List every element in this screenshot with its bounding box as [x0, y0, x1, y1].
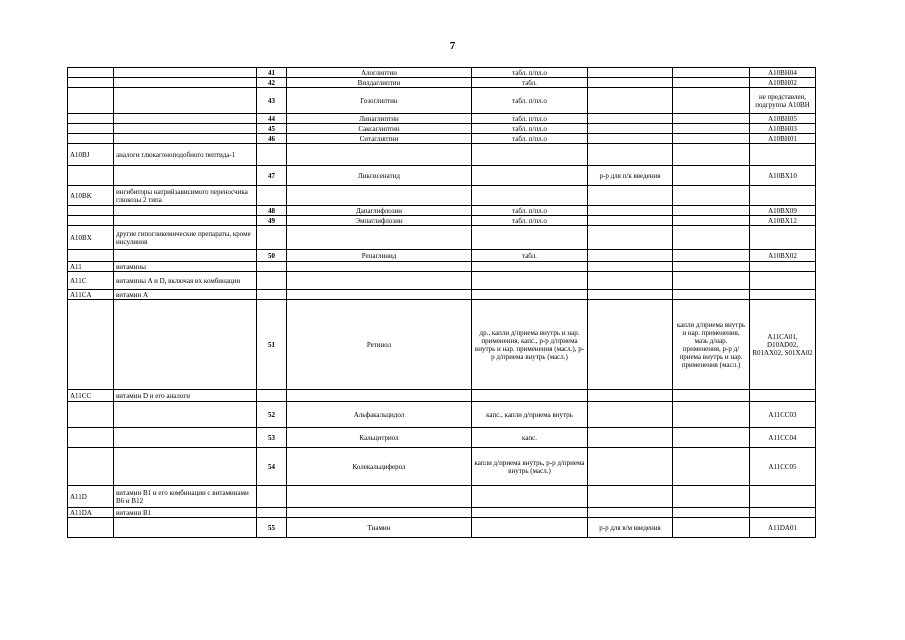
dosage-form-3	[673, 216, 750, 226]
group-name	[114, 78, 257, 88]
drug-name	[287, 262, 472, 272]
dosage-form: табл. п/пл.о	[472, 68, 588, 78]
dosage-form-3	[673, 186, 750, 206]
atc-group-code: A11CC	[68, 390, 114, 402]
group-name	[114, 448, 257, 486]
atc-group-code: A11D	[68, 486, 114, 508]
dosage-form	[472, 272, 588, 290]
dosage-form-2	[588, 300, 673, 390]
group-name	[114, 402, 257, 428]
dosage-form: табл. п/пл.о	[472, 134, 588, 144]
atc-code: A11CC05	[750, 448, 816, 486]
dosage-form-3	[673, 272, 750, 290]
table-row	[68, 206, 816, 216]
dosage-form: табл. п/пл.о	[472, 114, 588, 124]
dosage-form-3	[673, 448, 750, 486]
dosage-form-3	[673, 226, 750, 250]
atc-code: не представлен, подгруппа A10BH	[750, 88, 816, 114]
group-name: витамин B1	[114, 508, 257, 518]
dosage-form-3	[673, 390, 750, 402]
dosage-form-2	[588, 390, 673, 402]
atc-code	[750, 290, 816, 300]
atc-code	[750, 390, 816, 402]
dosage-form	[472, 144, 588, 166]
dosage-form	[472, 226, 588, 250]
table-row	[68, 216, 816, 226]
item-number: 48	[257, 206, 287, 216]
atc-group-code	[68, 402, 114, 428]
atc-group-code	[68, 216, 114, 226]
table-row	[68, 186, 816, 206]
atc-group-code: A11DA	[68, 508, 114, 518]
group-name	[114, 206, 257, 216]
table-row	[68, 448, 816, 486]
atc-group-code	[68, 448, 114, 486]
dosage-form-2	[588, 262, 673, 272]
item-number	[257, 226, 287, 250]
item-number: 52	[257, 402, 287, 428]
dosage-form-3	[673, 68, 750, 78]
atc-code	[750, 186, 816, 206]
atc-group-code: A10BJ	[68, 144, 114, 166]
dosage-form-2	[588, 68, 673, 78]
item-number	[257, 290, 287, 300]
dosage-form	[472, 262, 588, 272]
table-row	[68, 272, 816, 290]
dosage-form-2	[588, 428, 673, 448]
dosage-form	[472, 166, 588, 186]
drug-name: Линаглиптин	[287, 114, 472, 124]
atc-code	[750, 144, 816, 166]
dosage-form: др., капли д/приема внутрь и нар. применения, капс., р-р д/приема внутрь и нар. применения (масл.), р-р д/приема внутрь (масл.)	[472, 300, 588, 390]
item-number: 46	[257, 134, 287, 144]
dosage-form-3	[673, 518, 750, 538]
table-row	[68, 486, 816, 508]
item-number	[257, 186, 287, 206]
dosage-form-3	[673, 166, 750, 186]
atc-code: A10BH02	[750, 78, 816, 88]
drug-name: Ретинол	[287, 300, 472, 390]
table-row	[68, 250, 816, 262]
atc-group-code	[68, 300, 114, 390]
group-name	[114, 250, 257, 262]
dosage-form	[472, 390, 588, 402]
dosage-form-2	[588, 88, 673, 114]
dosage-form-3	[673, 262, 750, 272]
drug-name: Ликсисенатид	[287, 166, 472, 186]
atc-code: A10BH01	[750, 134, 816, 144]
dosage-form: капс., капли д/приема внутрь	[472, 402, 588, 428]
atc-code: A10BX12	[750, 216, 816, 226]
group-name	[114, 134, 257, 144]
drug-name	[287, 272, 472, 290]
dosage-form-2	[588, 114, 673, 124]
item-number: 54	[257, 448, 287, 486]
item-number: 42	[257, 78, 287, 88]
item-number	[257, 486, 287, 508]
atc-group-code	[68, 78, 114, 88]
atc-code	[750, 486, 816, 508]
dosage-form-3	[673, 124, 750, 134]
table-row	[68, 300, 816, 390]
item-number: 50	[257, 250, 287, 262]
item-number: 41	[257, 68, 287, 78]
drug-name: Саксаглиптин	[287, 124, 472, 134]
drug-name: Дапаглифлозин	[287, 206, 472, 216]
dosage-form-3	[673, 88, 750, 114]
table-row	[68, 290, 816, 300]
drug-name	[287, 390, 472, 402]
atc-code: A10BH03	[750, 124, 816, 134]
item-number: 49	[257, 216, 287, 226]
group-name	[114, 518, 257, 538]
dosage-form-2	[588, 78, 673, 88]
dosage-form: табл. п/пл.о	[472, 206, 588, 216]
dosage-form-3	[673, 114, 750, 124]
dosage-form-2	[588, 216, 673, 226]
dosage-form: капли д/приема внутрь, р-р д/приема внутрь (масл.)	[472, 448, 588, 486]
item-number: 51	[257, 300, 287, 390]
atc-code: A11CC04	[750, 428, 816, 448]
dosage-form: табл.	[472, 78, 588, 88]
item-number: 47	[257, 166, 287, 186]
table-row	[68, 518, 816, 538]
dosage-form: табл. п/пл.о	[472, 216, 588, 226]
atc-code: A10BX09	[750, 206, 816, 216]
drug-name: Ситаглиптин	[287, 134, 472, 144]
table-row	[68, 402, 816, 428]
atc-group-code	[68, 88, 114, 114]
dosage-form-2	[588, 508, 673, 518]
table-row	[68, 134, 816, 144]
atc-group-code	[68, 114, 114, 124]
atc-group-code	[68, 206, 114, 216]
drug-table	[67, 67, 816, 538]
drug-name: Вилдаглиптин	[287, 78, 472, 88]
drug-name: Гозоглиптин	[287, 88, 472, 114]
drug-name: Колекальциферол	[287, 448, 472, 486]
group-name: витамин D и его аналоги	[114, 390, 257, 402]
table-row	[68, 166, 816, 186]
atc-group-code	[68, 518, 114, 538]
item-number: 44	[257, 114, 287, 124]
dosage-form-3	[673, 428, 750, 448]
dosage-form-2	[588, 486, 673, 508]
atc-code	[750, 272, 816, 290]
drug-name: Алоглиптин	[287, 68, 472, 78]
table-row	[68, 390, 816, 402]
atc-group-code: A11	[68, 262, 114, 272]
group-name: витамины	[114, 262, 257, 272]
atc-group-code: A11C	[68, 272, 114, 290]
item-number	[257, 390, 287, 402]
group-name	[114, 114, 257, 124]
dosage-form-3: капли д/приема внутрь и нар. применения, мазь д/нар. применения, р-р д/приема внутрь и нар. применения (масл.)	[673, 300, 750, 390]
group-name: аналоги глюкагоноподобного пептида-1	[114, 144, 257, 166]
atc-group-code: A10BK	[68, 186, 114, 206]
table-row	[68, 68, 816, 78]
item-number	[257, 144, 287, 166]
group-name	[114, 124, 257, 134]
item-number: 53	[257, 428, 287, 448]
drug-name: Кальцитриол	[287, 428, 472, 448]
dosage-form: табл. п/пл.о	[472, 124, 588, 134]
drug-name: Репаглинид	[287, 250, 472, 262]
group-name: витамины A и D, включая их комбинации	[114, 272, 257, 290]
dosage-form: табл. п/пл.о	[472, 88, 588, 114]
atc-code	[750, 226, 816, 250]
atc-code	[750, 508, 816, 518]
atc-group-code: A11CA	[68, 290, 114, 300]
table-row	[68, 226, 816, 250]
dosage-form-2	[588, 226, 673, 250]
dosage-form-3	[673, 78, 750, 88]
dosage-form-3	[673, 206, 750, 216]
drug-name	[287, 508, 472, 518]
dosage-form-2: р-р для в/м введения	[588, 518, 673, 538]
atc-code: A11CA01, D10AD02, R01AX02, S01XA02	[750, 300, 816, 390]
dosage-form-2: р-р для п/к введения	[588, 166, 673, 186]
drug-name: Тиамин	[287, 518, 472, 538]
atc-group-code	[68, 428, 114, 448]
dosage-form-2	[588, 134, 673, 144]
item-number: 45	[257, 124, 287, 134]
group-name: другие гипогликемические препараты, кроме инсулинов	[114, 226, 257, 250]
dosage-form	[472, 518, 588, 538]
drug-name	[287, 226, 472, 250]
item-number	[257, 262, 287, 272]
group-name	[114, 428, 257, 448]
dosage-form-3	[673, 486, 750, 508]
atc-group-code	[68, 166, 114, 186]
group-name	[114, 68, 257, 78]
drug-name	[287, 144, 472, 166]
group-name: витамин B1 и его комбинации с витаминами B6 и B12	[114, 486, 257, 508]
dosage-form-3	[673, 508, 750, 518]
atc-code	[750, 262, 816, 272]
table-row	[68, 144, 816, 166]
atc-group-code	[68, 68, 114, 78]
dosage-form-3	[673, 134, 750, 144]
drug-name: Альфакальцидол	[287, 402, 472, 428]
group-name	[114, 216, 257, 226]
atc-code: A10BX02	[750, 250, 816, 262]
group-name: ингибиторы натрийзависимого переносчика глюкозы 2 типа	[114, 186, 257, 206]
drug-name: Эмпаглифлозин	[287, 216, 472, 226]
dosage-form-2	[588, 272, 673, 290]
dosage-form-2	[588, 144, 673, 166]
dosage-form-2	[588, 206, 673, 216]
table-row	[68, 428, 816, 448]
dosage-form-3	[673, 250, 750, 262]
item-number	[257, 508, 287, 518]
dosage-form	[472, 486, 588, 508]
atc-group-code	[68, 124, 114, 134]
drug-name	[287, 290, 472, 300]
item-number: 55	[257, 518, 287, 538]
item-number: 43	[257, 88, 287, 114]
atc-group-code	[68, 134, 114, 144]
dosage-form-2	[588, 290, 673, 300]
atc-group-code	[68, 250, 114, 262]
group-name	[114, 300, 257, 390]
dosage-form: капс.	[472, 428, 588, 448]
table-row	[68, 508, 816, 518]
page-number: 7	[449, 40, 456, 52]
group-name	[114, 166, 257, 186]
atc-code: A10BH04	[750, 68, 816, 78]
atc-code: A10BH05	[750, 114, 816, 124]
drug-name	[287, 486, 472, 508]
atc-code: A11CC03	[750, 402, 816, 428]
dosage-form-2	[588, 402, 673, 428]
table-row	[68, 78, 816, 88]
table-row	[68, 88, 816, 114]
dosage-form-2	[588, 124, 673, 134]
table-row	[68, 262, 816, 272]
dosage-form-2	[588, 186, 673, 206]
table-row	[68, 124, 816, 134]
atc-code: A11DA01	[750, 518, 816, 538]
atc-code: A10BX10	[750, 166, 816, 186]
item-number	[257, 272, 287, 290]
dosage-form: табл.	[472, 250, 588, 262]
dosage-form	[472, 290, 588, 300]
dosage-form-3	[673, 402, 750, 428]
group-name: витамин A	[114, 290, 257, 300]
dosage-form-2	[588, 448, 673, 486]
table-row	[68, 114, 816, 124]
drug-name	[287, 186, 472, 206]
dosage-form	[472, 508, 588, 518]
dosage-form-3	[673, 144, 750, 166]
dosage-form-3	[673, 290, 750, 300]
dosage-form-2	[588, 250, 673, 262]
atc-group-code: A10BX	[68, 226, 114, 250]
dosage-form	[472, 186, 588, 206]
group-name	[114, 88, 257, 114]
